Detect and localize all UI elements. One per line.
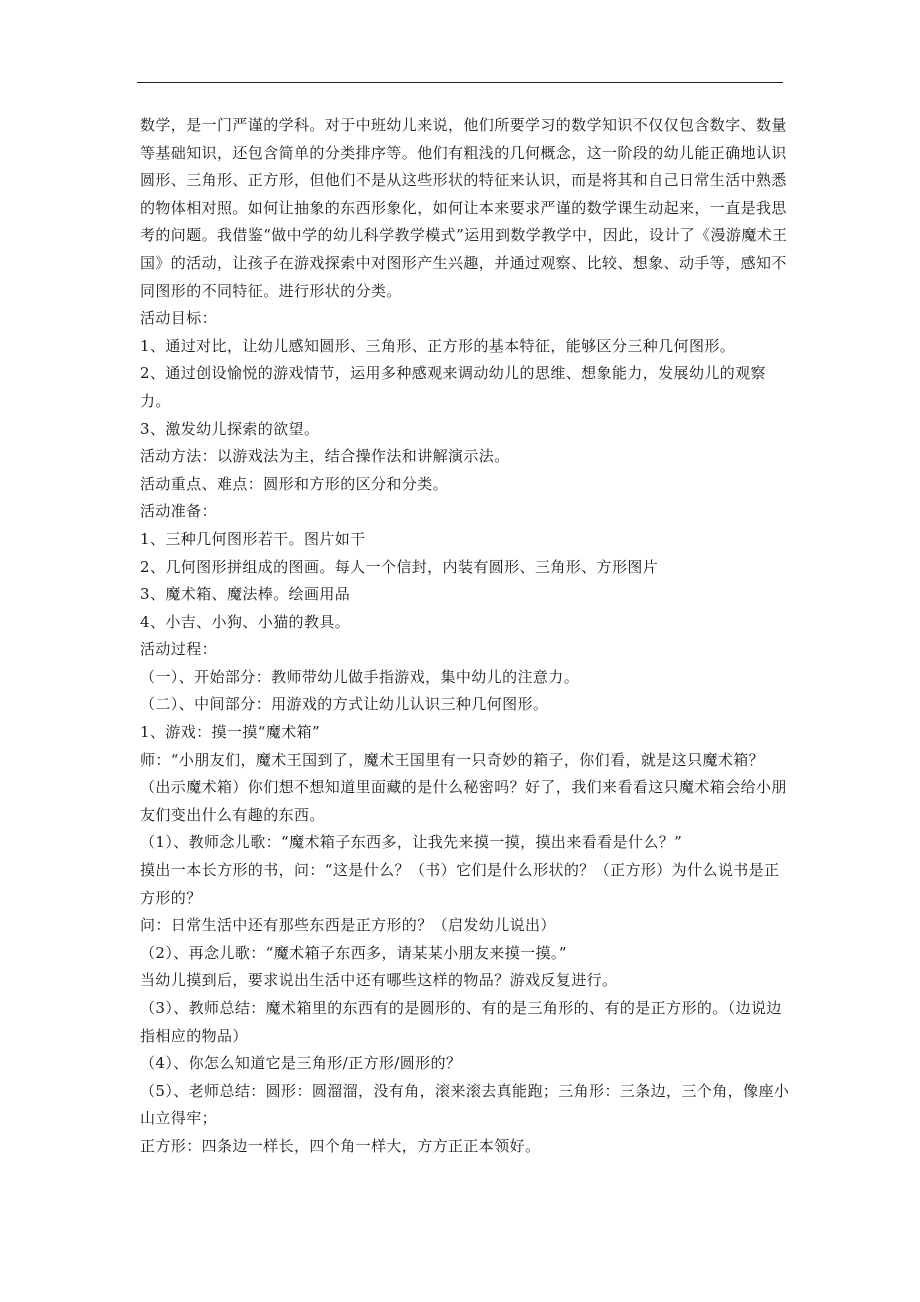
document-body <box>140 112 790 1161</box>
preparation-item: 1、三种几何图形若干。图片如干 <box>140 529 366 548</box>
preparation-item: 2、几何图形拼组成的图画。每人一个信封，内装有圆形、三角形、方形图片 <box>140 557 659 576</box>
process-heading: 活动过程： <box>140 640 218 659</box>
teacher-dialogue: 师：“小朋友们，魔术王国到了，魔术王国里有一只奇妙的箱子，你们看，就是这只魔术箱？（出示魔术箱）你们想不想知道里面藏的是什么秘密吗？好了，我们来看看这只魔术箱会给小朋友们变出什么有趣的东西。 <box>140 750 787 824</box>
focus-line: 活动重点、难点：圆形和方形的区分和分类。 <box>140 474 449 493</box>
summary-line: 正方形：四条边一样长，四个角一样大，方方正正本领好。 <box>140 1136 541 1155</box>
preparation-heading: 活动准备： <box>140 502 218 521</box>
goal-item: 1、通过对比，让幼儿感知圆形、三角形、正方形的基本特征，能够区分三种几何图形。 <box>140 336 736 355</box>
goals-heading: 活动目标： <box>140 309 218 328</box>
sub-step: （4）、你怎么知道它是三角形/正方形/圆形的？ <box>140 1054 462 1073</box>
process-step: （一）、开始部分：教师带幼儿做手指游戏，集中幼儿的注意力。 <box>140 667 580 686</box>
process-step: （二）、中间部分：用游戏的方式让幼儿认识三种几何图形。 <box>140 695 549 714</box>
game-title: 1、游戏：摸一摸“魔术箱” <box>140 723 321 742</box>
preparation-item: 4、小吉、小狗、小猫的教具。 <box>140 612 351 631</box>
sub-step: （1）、教师念儿歌：“魔术箱子东西多，让我先来摸一摸，摸出来看看是什么？” <box>140 833 683 852</box>
dialogue-line: 问：日常生活中还有那些东西是正方形的？（启发幼儿说出） <box>140 916 556 935</box>
dialogue-line: 当幼儿摸到后，要求说出生活中还有哪些这样的物品？游戏反复进行。 <box>140 971 618 990</box>
goal-item: 2、通过创设愉悦的游戏情节，运用多种感观来调动幼儿的思维、想象能力，发展幼儿的观察力。 <box>140 364 766 410</box>
goal-item: 3、激发幼儿探索的欲望。 <box>140 419 320 438</box>
sub-step: （2）、再念儿歌：“魔术箱子东西多，请某某小朋友来摸一摸。” <box>140 943 567 962</box>
sub-step: （3）、教师总结：魔术箱里的东西有的是圆形的、有的是三角形的、有的是正方形的。（边说边指相应的物品） <box>140 999 782 1045</box>
intro-paragraph: 数学，是一门严谨的学科。对于中班幼儿来说，他们所要学习的数学知识不仅仅包含数字、数量等基础知识，还包含简单的分类排序等。他们有粗浅的几何概念，这一阶段的幼儿能正确地认识圆形、三角形、正方形，但他们不是从这些形状的特征来认识，而是将其和自己日常生活中熟悉的物体相对照。如何让抽象的东西形象化，如何让本来要求严谨的数学课生动起来，一直是我思考的问题。我借鉴“做中学的幼儿科学教学模式”运用到数学教学中，因此，设计了《漫游魔术王国》的活动，让孩子在游戏探索中对图形产生兴趣，并通过观察、比较、想象、动手等，感知不同图形的不同特征。进行形状的分类。 <box>140 116 788 300</box>
dialogue-line: 摸出一本长方形的书，问：“这是什么？（书）它们是什么形状的？（正方形）为什么说书是正方形的？ <box>140 861 780 907</box>
method-line: 活动方法：以游戏法为主，结合操作法和讲解演示法。 <box>140 447 510 466</box>
preparation-item: 3、魔术箱、魔法棒。绘画用品 <box>140 585 351 604</box>
sub-step: （5）、老师总结：圆形：圆溜溜，没有角，滚来滚去真能跑；三角形：三条边，三个角，像座小山立得牢； <box>140 1081 790 1128</box>
header-rule <box>137 82 783 83</box>
